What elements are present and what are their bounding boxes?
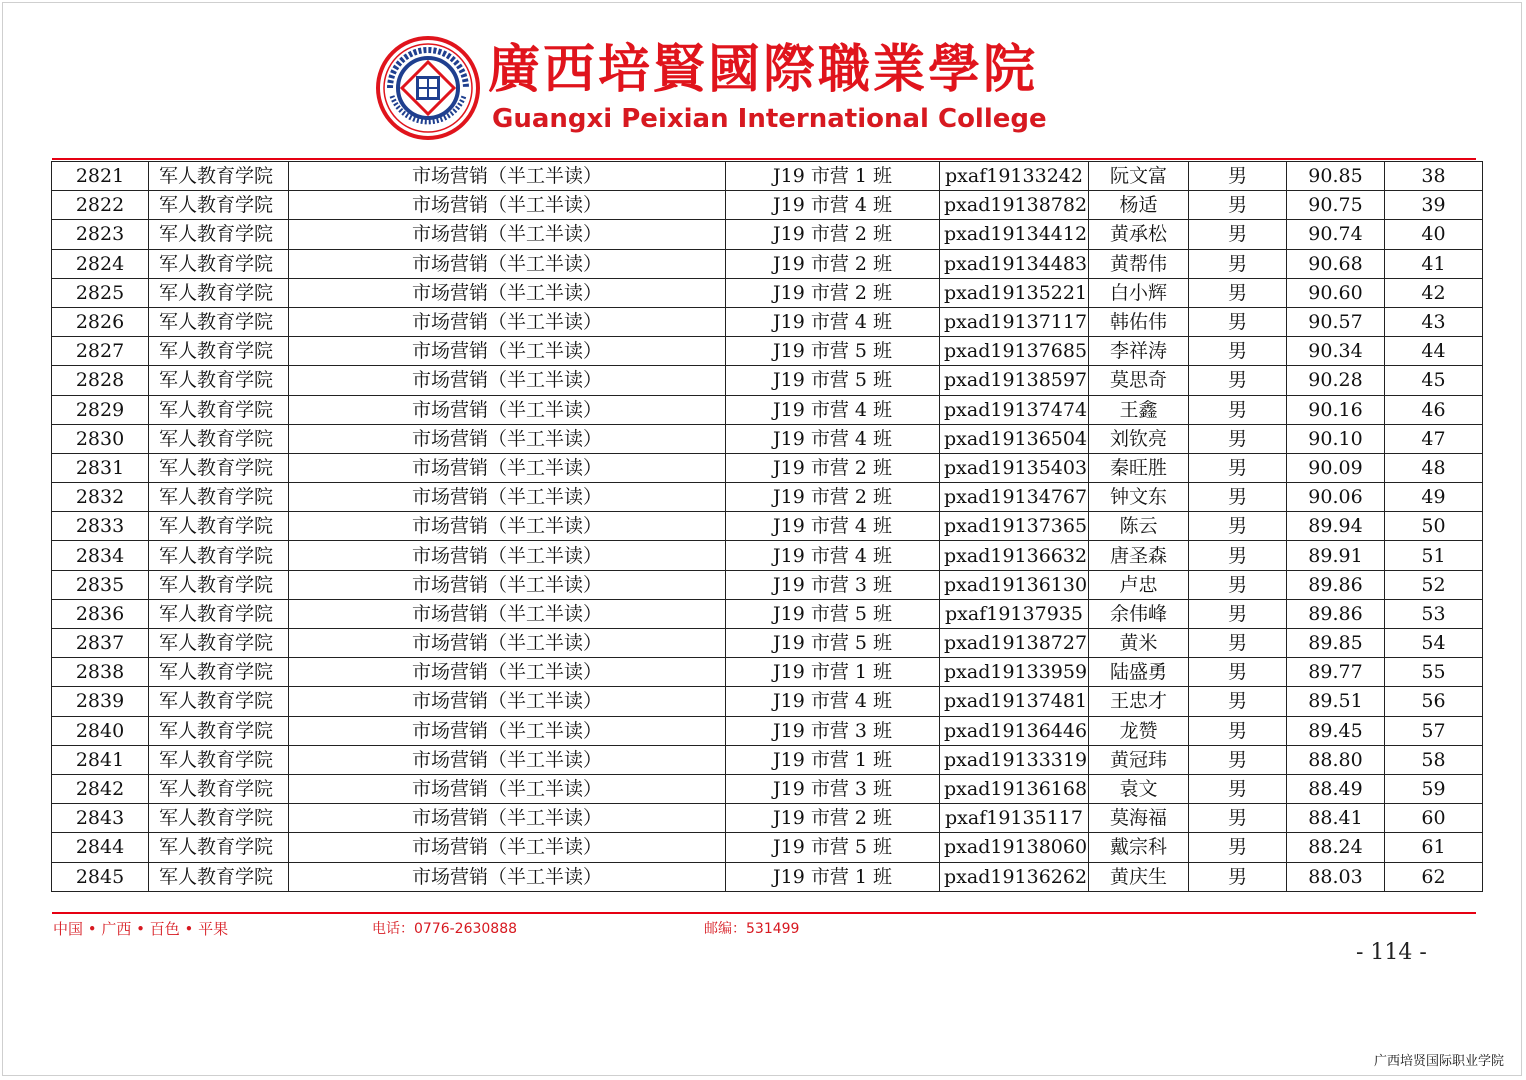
row-number-cell: 2844: [52, 833, 149, 862]
score-cell: 90.60: [1287, 278, 1385, 307]
table-row: [52, 278, 1483, 307]
major-cell: 市场营销（半工半读）: [289, 804, 726, 833]
student-id-cell: pxad19136632: [940, 541, 1089, 570]
major-cell: 市场营销（半工半读）: [289, 249, 726, 278]
row-number-cell: 2831: [52, 453, 149, 482]
student-name-cell: 陆盛勇: [1089, 658, 1189, 687]
student-id-cell: pxad19138060: [940, 833, 1089, 862]
rank-cell: 59: [1385, 774, 1483, 803]
table-row: [52, 483, 1483, 512]
rank-cell: 53: [1385, 599, 1483, 628]
student-name-cell: 黄帮伟: [1089, 249, 1189, 278]
class-cell: J19 市营 1 班: [726, 862, 940, 891]
table-row: [52, 453, 1483, 482]
rank-cell: 61: [1385, 833, 1483, 862]
college-cell: 军人教育学院: [149, 658, 289, 687]
gender-cell: 男: [1189, 599, 1287, 628]
gender-cell: 男: [1189, 395, 1287, 424]
student-id-cell: pxad19137474: [940, 395, 1089, 424]
row-number-cell: 2823: [52, 220, 149, 249]
student-name-cell: 黄冠玮: [1089, 745, 1189, 774]
college-cell: 军人教育学院: [149, 745, 289, 774]
table-row: [52, 162, 1483, 191]
gender-cell: 男: [1189, 658, 1287, 687]
row-number-cell: 2839: [52, 687, 149, 716]
gender-cell: 男: [1189, 337, 1287, 366]
major-cell: 市场营销（半工半读）: [289, 833, 726, 862]
major-cell: 市场营销（半工半读）: [289, 337, 726, 366]
major-cell: 市场营销（半工半读）: [289, 453, 726, 482]
rank-cell: 43: [1385, 307, 1483, 336]
class-cell: J19 市营 2 班: [726, 220, 940, 249]
class-cell: J19 市营 3 班: [726, 570, 940, 599]
college-title-english: Guangxi Peixian International College: [492, 104, 1047, 134]
college-cell: 军人教育学院: [149, 366, 289, 395]
gender-cell: 男: [1189, 366, 1287, 395]
table-row: [52, 804, 1483, 833]
row-number-cell: 2821: [52, 162, 149, 191]
row-number-cell: 2830: [52, 424, 149, 453]
row-number-cell: 2824: [52, 249, 149, 278]
rank-cell: 50: [1385, 512, 1483, 541]
major-cell: 市场营销（半工半读）: [289, 162, 726, 191]
table-row: [52, 687, 1483, 716]
row-number-cell: 2833: [52, 512, 149, 541]
student-name-cell: 王鑫: [1089, 395, 1189, 424]
student-id-cell: pxad19134767: [940, 483, 1089, 512]
score-cell: 88.03: [1287, 862, 1385, 891]
student-id-cell: pxad19137685: [940, 337, 1089, 366]
major-cell: 市场营销（半工半读）: [289, 745, 726, 774]
gender-cell: 男: [1189, 220, 1287, 249]
gender-cell: 男: [1189, 716, 1287, 745]
gender-cell: 男: [1189, 307, 1287, 336]
major-cell: 市场营销（半工半读）: [289, 658, 726, 687]
gender-cell: 男: [1189, 745, 1287, 774]
class-cell: J19 市营 4 班: [726, 424, 940, 453]
rank-cell: 48: [1385, 453, 1483, 482]
table-row: [52, 629, 1483, 658]
score-cell: 90.57: [1287, 307, 1385, 336]
student-name-cell: 莫思奇: [1089, 366, 1189, 395]
student-id-cell: pxad19135221: [940, 278, 1089, 307]
class-cell: J19 市营 4 班: [726, 512, 940, 541]
rank-cell: 51: [1385, 541, 1483, 570]
student-id-cell: pxad19134483: [940, 249, 1089, 278]
gender-cell: 男: [1189, 541, 1287, 570]
gender-cell: 男: [1189, 249, 1287, 278]
student-id-cell: pxaf19133242: [940, 162, 1089, 191]
college-cell: 军人教育学院: [149, 162, 289, 191]
rank-cell: 46: [1385, 395, 1483, 424]
student-score-table: [51, 161, 1483, 892]
student-name-cell: 陈云: [1089, 512, 1189, 541]
major-cell: 市场营销（半工半读）: [289, 716, 726, 745]
table-row: [52, 658, 1483, 687]
college-cell: 军人教育学院: [149, 191, 289, 220]
footer-phone: 电话：0776-2630888: [372, 921, 518, 937]
gender-cell: 男: [1189, 424, 1287, 453]
major-cell: 市场营销（半工半读）: [289, 395, 726, 424]
gender-cell: 男: [1189, 162, 1287, 191]
student-id-cell: pxad19137481: [940, 687, 1089, 716]
gender-cell: 男: [1189, 833, 1287, 862]
gender-cell: 男: [1189, 629, 1287, 658]
class-cell: J19 市营 1 班: [726, 745, 940, 774]
student-name-cell: 钟文东: [1089, 483, 1189, 512]
table-row: [52, 395, 1483, 424]
college-cell: 军人教育学院: [149, 804, 289, 833]
gender-cell: 男: [1189, 191, 1287, 220]
score-cell: 89.86: [1287, 599, 1385, 628]
table-row: [52, 249, 1483, 278]
rank-cell: 39: [1385, 191, 1483, 220]
row-number-cell: 2838: [52, 658, 149, 687]
class-cell: J19 市营 5 班: [726, 833, 940, 862]
student-id-cell: pxad19138782: [940, 191, 1089, 220]
row-number-cell: 2822: [52, 191, 149, 220]
college-cell: 军人教育学院: [149, 278, 289, 307]
rank-cell: 54: [1385, 629, 1483, 658]
score-cell: 88.49: [1287, 774, 1385, 803]
class-cell: J19 市营 2 班: [726, 249, 940, 278]
table-row: [52, 570, 1483, 599]
college-title-chinese: 廣西培賢國際職業學院: [488, 39, 1039, 100]
class-cell: J19 市营 2 班: [726, 804, 940, 833]
footer-divider: [52, 912, 1476, 914]
score-cell: 89.51: [1287, 687, 1385, 716]
college-cell: 军人教育学院: [149, 453, 289, 482]
footer-address: 中国 • 广西 • 百色 • 平果: [53, 920, 229, 938]
student-name-cell: 白小辉: [1089, 278, 1189, 307]
student-name-cell: 袁文: [1089, 774, 1189, 803]
table-row: [52, 716, 1483, 745]
rank-cell: 52: [1385, 570, 1483, 599]
rank-cell: 42: [1385, 278, 1483, 307]
rank-cell: 55: [1385, 658, 1483, 687]
student-name-cell: 李祥涛: [1089, 337, 1189, 366]
student-name-cell: 黄承松: [1089, 220, 1189, 249]
score-cell: 90.68: [1287, 249, 1385, 278]
score-cell: 90.85: [1287, 162, 1385, 191]
class-cell: J19 市营 5 班: [726, 599, 940, 628]
student-id-cell: pxad19134412: [940, 220, 1089, 249]
major-cell: 市场营销（半工半读）: [289, 687, 726, 716]
rank-cell: 40: [1385, 220, 1483, 249]
student-name-cell: 韩佑伟: [1089, 307, 1189, 336]
student-id-cell: pxad19136130: [940, 570, 1089, 599]
major-cell: 市场营销（半工半读）: [289, 278, 726, 307]
table-row: [52, 774, 1483, 803]
table-row: [52, 599, 1483, 628]
row-number-cell: 2843: [52, 804, 149, 833]
student-name-cell: 卢忠: [1089, 570, 1189, 599]
gender-cell: 男: [1189, 774, 1287, 803]
row-number-cell: 2845: [52, 862, 149, 891]
score-cell: 90.06: [1287, 483, 1385, 512]
student-name-cell: 余伟峰: [1089, 599, 1189, 628]
rank-cell: 45: [1385, 366, 1483, 395]
table-row: [52, 191, 1483, 220]
row-number-cell: 2834: [52, 541, 149, 570]
score-cell: 89.86: [1287, 570, 1385, 599]
row-number-cell: 2828: [52, 366, 149, 395]
student-id-cell: pxad19133319: [940, 745, 1089, 774]
major-cell: 市场营销（半工半读）: [289, 862, 726, 891]
gender-cell: 男: [1189, 570, 1287, 599]
score-cell: 89.77: [1287, 658, 1385, 687]
class-cell: J19 市营 5 班: [726, 366, 940, 395]
college-cell: 军人教育学院: [149, 512, 289, 541]
college-cell: 军人教育学院: [149, 687, 289, 716]
student-id-cell: pxad19136168: [940, 774, 1089, 803]
college-cell: 军人教育学院: [149, 337, 289, 366]
class-cell: J19 市营 1 班: [726, 162, 940, 191]
class-cell: J19 市营 2 班: [726, 278, 940, 307]
class-cell: J19 市营 3 班: [726, 774, 940, 803]
student-id-cell: pxad19135403: [940, 453, 1089, 482]
student-id-cell: pxad19137365: [940, 512, 1089, 541]
student-id-cell: pxaf19135117: [940, 804, 1089, 833]
student-id-cell: pxad19138727: [940, 629, 1089, 658]
college-cell: 军人教育学院: [149, 483, 289, 512]
college-seal-logo: [376, 36, 480, 140]
college-cell: 军人教育学院: [149, 541, 289, 570]
gender-cell: 男: [1189, 278, 1287, 307]
major-cell: 市场营销（半工半读）: [289, 599, 726, 628]
score-cell: 89.45: [1287, 716, 1385, 745]
student-name-cell: 黄庆生: [1089, 862, 1189, 891]
table-row: [52, 512, 1483, 541]
table-row: [52, 307, 1483, 336]
student-name-cell: 阮文富: [1089, 162, 1189, 191]
rank-cell: 44: [1385, 337, 1483, 366]
rank-cell: 56: [1385, 687, 1483, 716]
row-number-cell: 2826: [52, 307, 149, 336]
student-id-cell: pxad19136262: [940, 862, 1089, 891]
student-name-cell: 莫海福: [1089, 804, 1189, 833]
score-cell: 90.74: [1287, 220, 1385, 249]
class-cell: J19 市营 4 班: [726, 191, 940, 220]
major-cell: 市场营销（半工半读）: [289, 191, 726, 220]
college-cell: 军人教育学院: [149, 833, 289, 862]
row-number-cell: 2841: [52, 745, 149, 774]
rank-cell: 58: [1385, 745, 1483, 774]
score-cell: 90.75: [1287, 191, 1385, 220]
gender-cell: 男: [1189, 862, 1287, 891]
score-cell: 90.34: [1287, 337, 1385, 366]
class-cell: J19 市营 2 班: [726, 483, 940, 512]
college-cell: 军人教育学院: [149, 395, 289, 424]
table-row: [52, 366, 1483, 395]
row-number-cell: 2829: [52, 395, 149, 424]
college-cell: 军人教育学院: [149, 599, 289, 628]
major-cell: 市场营销（半工半读）: [289, 541, 726, 570]
student-name-cell: 王忠才: [1089, 687, 1189, 716]
major-cell: 市场营销（半工半读）: [289, 774, 726, 803]
class-cell: J19 市营 4 班: [726, 541, 940, 570]
table-row: [52, 424, 1483, 453]
gender-cell: 男: [1189, 687, 1287, 716]
row-number-cell: 2837: [52, 629, 149, 658]
row-number-cell: 2827: [52, 337, 149, 366]
score-cell: 88.80: [1287, 745, 1385, 774]
college-cell: 军人教育学院: [149, 220, 289, 249]
student-name-cell: 戴宗科: [1089, 833, 1189, 862]
score-cell: 90.09: [1287, 453, 1385, 482]
table-row: [52, 541, 1483, 570]
student-name-cell: 刘钦亮: [1089, 424, 1189, 453]
score-cell: 90.28: [1287, 366, 1385, 395]
college-cell: 军人教育学院: [149, 862, 289, 891]
table-row: [52, 220, 1483, 249]
class-cell: J19 市营 5 班: [726, 629, 940, 658]
major-cell: 市场营销（半工半读）: [289, 483, 726, 512]
rank-cell: 41: [1385, 249, 1483, 278]
class-cell: J19 市营 2 班: [726, 453, 940, 482]
gender-cell: 男: [1189, 453, 1287, 482]
college-cell: 军人教育学院: [149, 570, 289, 599]
class-cell: J19 市营 4 班: [726, 395, 940, 424]
gender-cell: 男: [1189, 512, 1287, 541]
gender-cell: 男: [1189, 804, 1287, 833]
student-id-cell: pxad19133959: [940, 658, 1089, 687]
student-name-cell: 龙赞: [1089, 716, 1189, 745]
rank-cell: 57: [1385, 716, 1483, 745]
class-cell: J19 市营 4 班: [726, 687, 940, 716]
major-cell: 市场营销（半工半读）: [289, 220, 726, 249]
rank-cell: 47: [1385, 424, 1483, 453]
college-cell: 军人教育学院: [149, 249, 289, 278]
student-name-cell: 唐圣森: [1089, 541, 1189, 570]
row-number-cell: 2840: [52, 716, 149, 745]
row-number-cell: 2835: [52, 570, 149, 599]
college-cell: 军人教育学院: [149, 716, 289, 745]
row-number-cell: 2832: [52, 483, 149, 512]
student-name-cell: 黄米: [1089, 629, 1189, 658]
gender-cell: 男: [1189, 483, 1287, 512]
score-cell: 90.10: [1287, 424, 1385, 453]
major-cell: 市场营销（半工半读）: [289, 570, 726, 599]
student-name-cell: 杨适: [1089, 191, 1189, 220]
score-cell: 89.94: [1287, 512, 1385, 541]
page-number: - 114 -: [1356, 940, 1427, 965]
row-number-cell: 2842: [52, 774, 149, 803]
rank-cell: 60: [1385, 804, 1483, 833]
student-id-cell: pxad19137117: [940, 307, 1089, 336]
score-cell: 88.41: [1287, 804, 1385, 833]
class-cell: J19 市营 4 班: [726, 307, 940, 336]
college-cell: 军人教育学院: [149, 629, 289, 658]
rank-cell: 62: [1385, 862, 1483, 891]
score-cell: 89.85: [1287, 629, 1385, 658]
table-row: [52, 745, 1483, 774]
student-id-cell: pxad19138597: [940, 366, 1089, 395]
score-cell: 88.24: [1287, 833, 1385, 862]
college-header: [376, 36, 1047, 146]
footer-postcode: 邮编：531499: [704, 921, 800, 937]
major-cell: 市场营销（半工半读）: [289, 307, 726, 336]
score-cell: 89.91: [1287, 541, 1385, 570]
class-cell: J19 市营 3 班: [726, 716, 940, 745]
table-row: [52, 862, 1483, 891]
row-number-cell: 2825: [52, 278, 149, 307]
college-cell: 军人教育学院: [149, 774, 289, 803]
table-row: [52, 833, 1483, 862]
major-cell: 市场营销（半工半读）: [289, 629, 726, 658]
student-id-cell: pxad19136446: [940, 716, 1089, 745]
college-cell: 军人教育学院: [149, 307, 289, 336]
major-cell: 市场营销（半工半读）: [289, 424, 726, 453]
major-cell: 市场营销（半工半读）: [289, 366, 726, 395]
student-name-cell: 秦旺胜: [1089, 453, 1189, 482]
rank-cell: 38: [1385, 162, 1483, 191]
class-cell: J19 市营 5 班: [726, 337, 940, 366]
row-number-cell: 2836: [52, 599, 149, 628]
major-cell: 市场营销（半工半读）: [289, 512, 726, 541]
student-id-cell: pxad19136504: [940, 424, 1089, 453]
student-id-cell: pxaf19137935: [940, 599, 1089, 628]
table-row: [52, 337, 1483, 366]
rank-cell: 49: [1385, 483, 1483, 512]
score-cell: 90.16: [1287, 395, 1385, 424]
class-cell: J19 市营 1 班: [726, 658, 940, 687]
header-divider: [52, 158, 1476, 160]
table-body: [52, 162, 1483, 892]
college-cell: 军人教育学院: [149, 424, 289, 453]
watermark-text: 广西培贤国际职业学院: [1373, 1054, 1504, 1069]
